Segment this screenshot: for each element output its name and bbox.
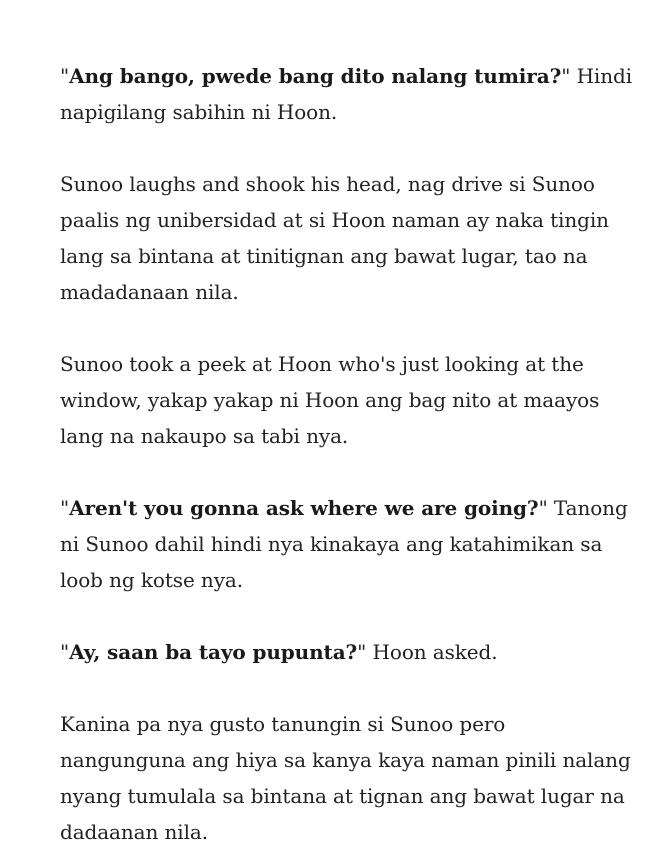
narration-text: Tanong ni Sunoo dahil hindi nya kinakaya ang katahimikan sa loob ng kotse nya. bbox=[60, 496, 628, 592]
paragraph-2: Sunoo laughs and shook his head, nag drive si Sunoo paalis ng unibersidad at si Hoon naman ay naka tingin lang sa bintana at tinitignan ang bawat lugar, tao na madadanaan nila. bbox=[60, 172, 609, 304]
close-quote: " bbox=[538, 496, 548, 520]
narration-text: Hoon asked. bbox=[366, 640, 498, 664]
paragraph-5 bbox=[60, 634, 635, 670]
paragraph-4 bbox=[60, 490, 635, 598]
close-quote: " bbox=[561, 64, 571, 88]
narration-text: Hindi napigilang sabihin ni Hoon. bbox=[60, 64, 632, 124]
open-quote: " bbox=[60, 496, 70, 520]
paragraph-3: Sunoo took a peek at Hoon who's just looking at the window, yakap yakap ni Hoon ang bag nito at maayos lang na nakaupo sa tabi nya. bbox=[60, 352, 600, 448]
paragraph-1 bbox=[60, 58, 635, 130]
dialogue-text: Aren't you gonna ask where we are going? bbox=[69, 496, 539, 520]
story-page bbox=[60, 58, 635, 850]
open-quote: " bbox=[60, 64, 70, 88]
dialogue-text: Ang bango, pwede bang dito nalang tumira? bbox=[69, 64, 562, 88]
dialogue-text: Ay, saan ba tayo pupunta? bbox=[69, 640, 358, 664]
close-quote: " bbox=[357, 640, 367, 664]
paragraph-6: Kanina pa nya gusto tanungin si Sunoo pero nangunguna ang hiya sa kanya kaya naman pinili nalang nyang tumulala sa bintana at tignan ang bawat lugar na dadaanan nila. bbox=[60, 712, 631, 844]
open-quote: " bbox=[60, 640, 70, 664]
